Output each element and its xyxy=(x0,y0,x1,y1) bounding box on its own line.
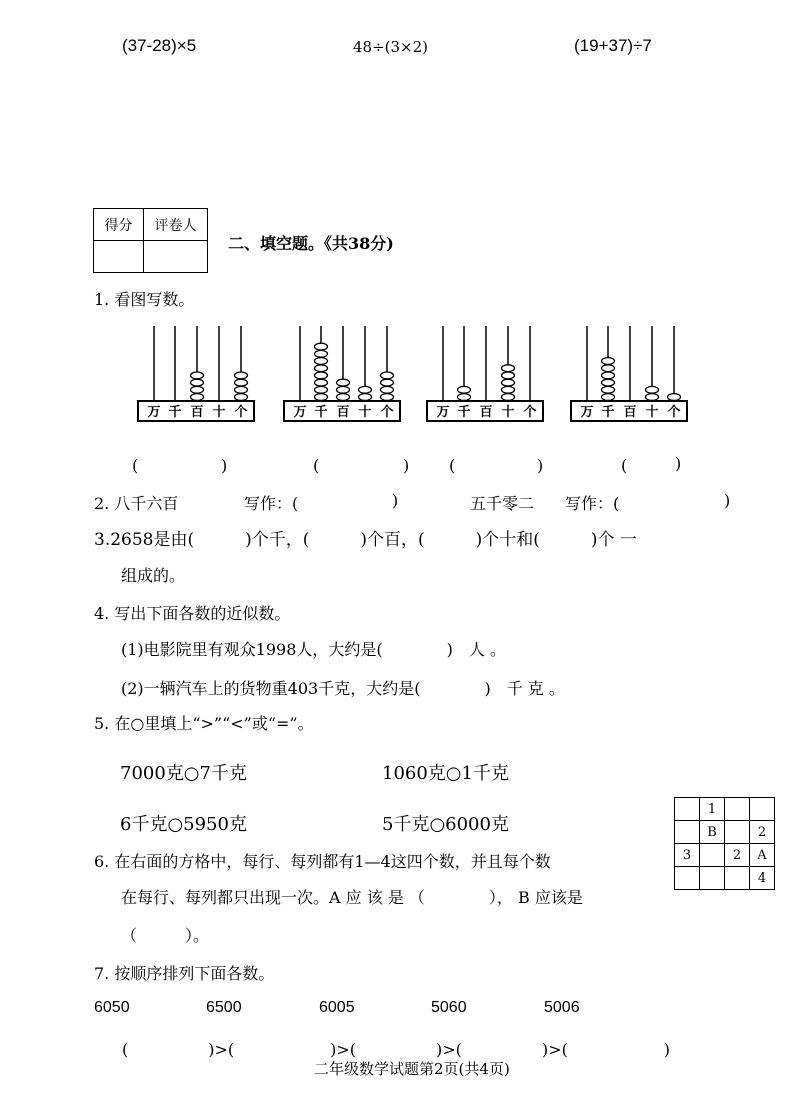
abacus-bead xyxy=(235,372,248,379)
abacus-place-label: 万 xyxy=(293,405,307,420)
abacus-bead xyxy=(381,386,394,393)
grid-cell xyxy=(725,821,750,844)
grid-cell xyxy=(700,867,725,890)
abacus-bead xyxy=(359,394,372,401)
abacus-bead xyxy=(191,372,204,379)
q1-answer-2-open: ( xyxy=(313,456,320,475)
grader-cell[interactable] xyxy=(144,241,208,273)
abacus-bead xyxy=(235,379,248,386)
q7-number-2: 6500 xyxy=(206,999,242,1016)
abacus-bead xyxy=(191,394,204,401)
q2-write-2: 写作：( xyxy=(565,494,620,513)
abacus-bead xyxy=(458,394,471,401)
abacus-bead xyxy=(502,386,515,393)
abacus-place-label: 千 xyxy=(601,405,615,420)
score-box xyxy=(93,208,208,273)
abacus-place-label: 万 xyxy=(436,405,450,420)
abacus-bead xyxy=(602,358,615,365)
q2-close-1: ) xyxy=(392,491,399,510)
grid-cell xyxy=(675,798,700,821)
abacus-bead xyxy=(602,365,615,372)
abacus-bead xyxy=(337,394,350,401)
grid-cell: 3 xyxy=(675,844,700,867)
abacus-bead xyxy=(381,394,394,401)
abacus-bead xyxy=(315,386,328,393)
score-cell[interactable] xyxy=(94,241,144,273)
abacus-place-label: 十 xyxy=(212,405,226,420)
grid-cell xyxy=(725,867,750,890)
q7-number-4: 5060 xyxy=(431,999,467,1016)
q1-answer-2-close: ) xyxy=(403,456,410,475)
abacus-place-label: 千 xyxy=(457,405,471,420)
q2-write-1: 写作：( xyxy=(244,494,299,513)
grid-cell xyxy=(675,867,700,890)
number-grid xyxy=(674,797,775,890)
abacus-bead xyxy=(602,386,615,393)
abacus-bead xyxy=(315,394,328,401)
grid-cell xyxy=(750,798,775,821)
abacus-place-label: 十 xyxy=(358,405,372,420)
q5-item-2: 1060克○1千克 xyxy=(382,763,509,784)
q1-answer-4-open: ( xyxy=(621,456,628,475)
grid-cell: B xyxy=(700,821,725,844)
q1-answer-1-open: ( xyxy=(132,456,139,475)
q5-label: 5. 在○里填上“>”“<”或“=”。 xyxy=(94,714,314,733)
q7-number-3: 6005 xyxy=(319,999,355,1016)
abacus-place-label: 十 xyxy=(645,405,659,420)
grid-cell: 4 xyxy=(750,867,775,890)
grid-cell xyxy=(675,821,700,844)
q7-number-1: 6050 xyxy=(94,999,130,1016)
abacus-place-label: 个 xyxy=(380,405,394,420)
abacus-bead xyxy=(602,372,615,379)
grader-header: 评卷人 xyxy=(144,209,208,241)
abacus-bead xyxy=(646,386,659,393)
abacus-bead xyxy=(315,365,328,372)
q7-answer-line: ( )>( )>( )>( )>( ) xyxy=(122,1040,671,1059)
abacus-bead xyxy=(235,394,248,401)
score-header: 得分 xyxy=(94,209,144,241)
q6-line-1: 6. 在右面的方格中，每行、每列都有1—4这四个数，并且每个数 xyxy=(94,852,551,871)
expression-2: 48÷(3×2) xyxy=(353,38,429,56)
abacus-bead xyxy=(337,379,350,386)
abacus-place-label: 十 xyxy=(501,405,515,420)
q3-line-1: 3.2658是由( )个千，( )个百，( )个十和( )个 一 xyxy=(94,530,637,550)
abacus-bead xyxy=(381,372,394,379)
abacus-place-label: 百 xyxy=(190,405,204,420)
abacus-bead xyxy=(502,372,515,379)
q4-sub-2: (2)一辆汽车上的货物重403千克，大约是( ) 千 克 。 xyxy=(121,679,565,698)
abacus-bead xyxy=(668,394,681,401)
abacus-place-label: 万 xyxy=(580,405,594,420)
abacus-bead xyxy=(458,386,471,393)
abacus-place-label: 千 xyxy=(314,405,328,420)
abacus-bead xyxy=(235,386,248,393)
grid-cell: 2 xyxy=(750,821,775,844)
abacus-bead xyxy=(337,386,350,393)
section-title: 二、填空题。《共38分) xyxy=(228,234,394,253)
grid-cell: 1 xyxy=(700,798,725,821)
q1-answer-1-close: ) xyxy=(221,456,228,475)
q7-label: 7. 按顺序排列下面各数。 xyxy=(94,964,275,983)
abacus-bead xyxy=(315,372,328,379)
abacus-bead xyxy=(646,394,659,401)
abacus-place-label: 个 xyxy=(523,405,537,420)
abacus-bead xyxy=(191,379,204,386)
abacus-place-label: 个 xyxy=(234,405,248,420)
q1-answer-4-close: ) xyxy=(675,454,682,473)
q3-line-2: 组成的。 xyxy=(121,566,186,585)
q2-close-2: ) xyxy=(724,491,731,510)
q1-label: 1. 看图写数。 xyxy=(94,290,195,309)
abacus-bead xyxy=(381,379,394,386)
abacus-1 xyxy=(137,324,255,424)
abacus-bead xyxy=(315,343,328,350)
abacus-place-label: 万 xyxy=(147,405,161,420)
abacus-bead xyxy=(602,379,615,386)
q7-number-5: 5006 xyxy=(544,999,580,1016)
q4-sub-1: (1)电影院里有观众1998人，大约是( ) 人 。 xyxy=(121,640,506,659)
q5-item-1: 7000克○7千克 xyxy=(120,763,247,784)
abacus-bead xyxy=(359,386,372,393)
abacus-place-label: 百 xyxy=(479,405,493,420)
expression-1: (37-28)×5 xyxy=(122,36,197,55)
q4-label: 4. 写出下面各数的近似数。 xyxy=(94,604,291,623)
abacus-place-label: 个 xyxy=(667,405,681,420)
abacus-4 xyxy=(570,324,688,424)
grid-cell: A xyxy=(750,844,775,867)
q1-answer-3-open: ( xyxy=(449,456,456,475)
q5-item-3: 6千克○5950克 xyxy=(120,814,247,835)
abacus-bead xyxy=(315,358,328,365)
q1-answer-3-close: ) xyxy=(537,456,544,475)
q2-number-text-2: 五千零二 xyxy=(470,494,535,513)
abacus-place-label: 百 xyxy=(623,405,637,420)
q2-number-text: 2. 八千六百 xyxy=(94,494,179,513)
q5-item-4: 5千克○6000克 xyxy=(382,814,509,835)
abacus-bead xyxy=(315,350,328,357)
grid-cell xyxy=(725,798,750,821)
page-footer: 二年级数学试题第2页(共4页) xyxy=(314,1060,510,1078)
abacus-bead xyxy=(502,379,515,386)
abacus-bead xyxy=(315,379,328,386)
q6-line-3: （ ）。 xyxy=(121,926,210,945)
abacus-bead xyxy=(502,394,515,401)
abacus-2 xyxy=(283,324,401,424)
abacus-bead xyxy=(602,394,615,401)
abacus-3 xyxy=(426,324,544,424)
q6-line-2: 在每行、每列都只出现一次。A 应 该 是 （ ）， B 应该是 xyxy=(121,888,583,907)
grid-cell: 2 xyxy=(725,844,750,867)
abacus-place-label: 千 xyxy=(168,405,182,420)
abacus-bead xyxy=(191,386,204,393)
abacus-bead xyxy=(502,365,515,372)
expression-3: (19+37)÷7 xyxy=(574,36,652,55)
abacus-place-label: 百 xyxy=(336,405,350,420)
grid-cell xyxy=(700,844,725,867)
